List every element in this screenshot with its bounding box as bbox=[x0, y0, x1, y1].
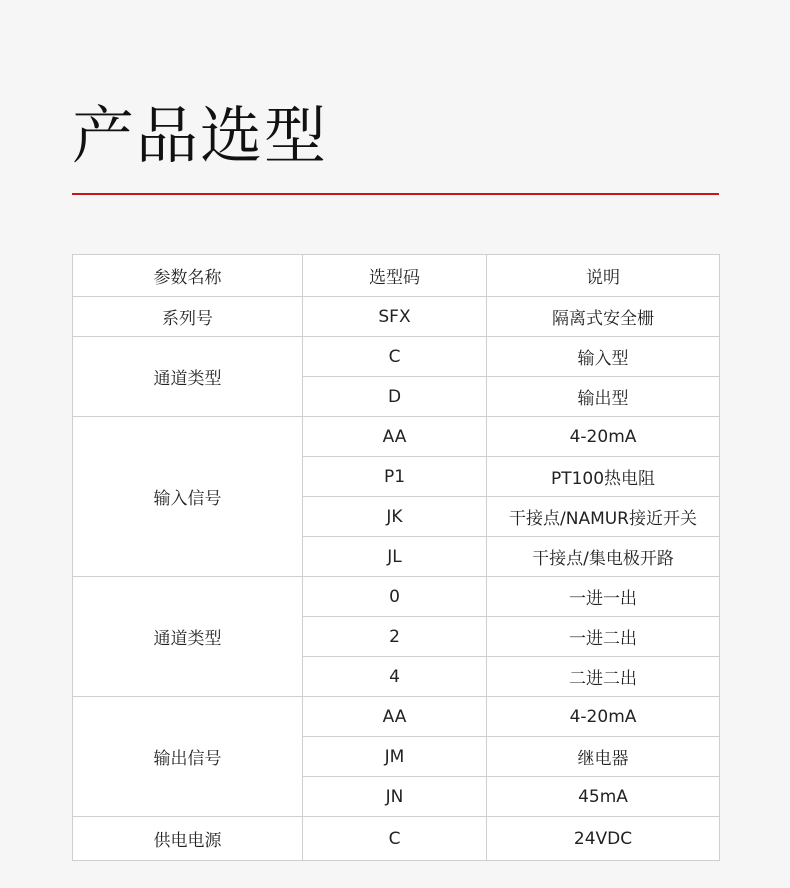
desc-cell: 继电器 bbox=[487, 737, 720, 777]
code-cell: D bbox=[303, 377, 487, 417]
header-description: 说明 bbox=[487, 255, 720, 297]
desc-cell: 干接点/集电极开路 bbox=[487, 537, 720, 577]
code-cell: JK bbox=[303, 497, 487, 537]
code-cell: P1 bbox=[303, 457, 487, 497]
table-row bbox=[73, 337, 720, 377]
code-cell: 0 bbox=[303, 577, 487, 617]
product-selection-table bbox=[72, 254, 720, 861]
param-power-supply: 供电电源 bbox=[73, 817, 303, 861]
desc-cell: 一进一出 bbox=[487, 577, 720, 617]
table-row bbox=[73, 297, 720, 337]
param-channel-type: 通道类型 bbox=[73, 337, 303, 417]
param-input-signal: 输入信号 bbox=[73, 417, 303, 577]
title-divider bbox=[72, 193, 719, 195]
code-cell: JM bbox=[303, 737, 487, 777]
table-row bbox=[73, 817, 720, 861]
desc-cell: 干接点/NAMUR接近开关 bbox=[487, 497, 720, 537]
param-series: 系列号 bbox=[73, 297, 303, 337]
header-param-name: 参数名称 bbox=[73, 255, 303, 297]
param-channel-count: 通道类型 bbox=[73, 577, 303, 697]
code-cell: C bbox=[303, 337, 487, 377]
desc-cell: 45mA bbox=[487, 777, 720, 817]
page-title: 产品选型 bbox=[72, 99, 329, 172]
desc-cell: PT100热电阻 bbox=[487, 457, 720, 497]
table-row bbox=[73, 417, 720, 457]
desc-cell: 输出型 bbox=[487, 377, 720, 417]
desc-cell: 4-20mA bbox=[487, 697, 720, 737]
header-selection-code: 选型码 bbox=[303, 255, 487, 297]
table-header-row bbox=[73, 255, 720, 297]
table-row bbox=[73, 577, 720, 617]
desc-cell: 输入型 bbox=[487, 337, 720, 377]
code-cell: 4 bbox=[303, 657, 487, 697]
code-cell: AA bbox=[303, 697, 487, 737]
table-row bbox=[73, 697, 720, 737]
desc-cell: 一进二出 bbox=[487, 617, 720, 657]
code-cell: AA bbox=[303, 417, 487, 457]
desc-cell: 隔离式安全栅 bbox=[487, 297, 720, 337]
code-cell: JN bbox=[303, 777, 487, 817]
desc-cell: 4-20mA bbox=[487, 417, 720, 457]
code-cell: SFX bbox=[303, 297, 487, 337]
code-cell: C bbox=[303, 817, 487, 861]
code-cell: JL bbox=[303, 537, 487, 577]
desc-cell: 24VDC bbox=[487, 817, 720, 861]
param-output-signal: 输出信号 bbox=[73, 697, 303, 817]
code-cell: 2 bbox=[303, 617, 487, 657]
desc-cell: 二进二出 bbox=[487, 657, 720, 697]
